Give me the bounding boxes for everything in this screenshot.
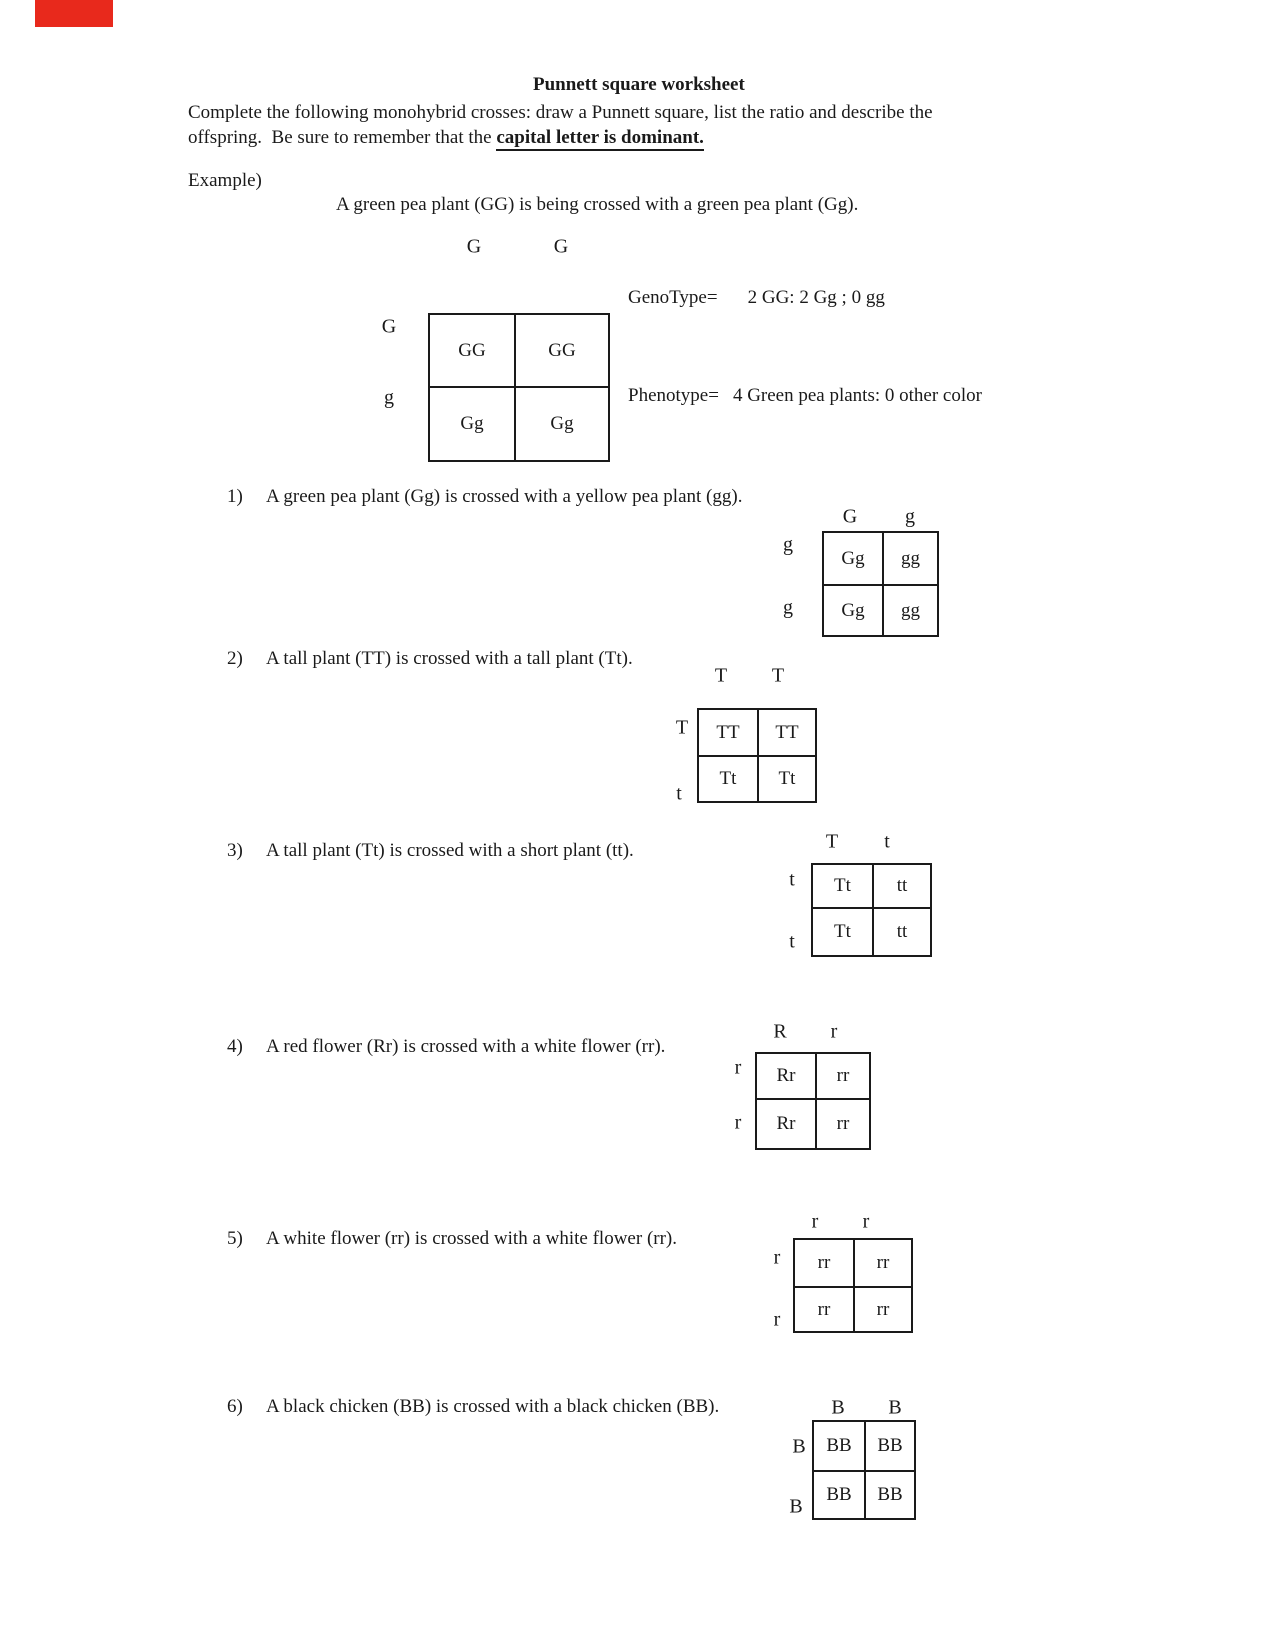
punnett-square-2 (697, 708, 817, 803)
instructions-line-2 (188, 125, 933, 150)
instructions-line-2-emphasis: capital letter is dominant. (496, 127, 704, 151)
punnett-cell: rr (855, 1240, 911, 1288)
problem-text: A tall plant (Tt) is crossed with a short plant (tt). (266, 840, 634, 861)
punnett-square-6 (812, 1420, 916, 1520)
row-label-letter: r (773, 1308, 781, 1331)
punnett-cell: Tt (778, 768, 796, 789)
punnett-cell: Tt (813, 865, 874, 909)
phenotype-value: 4 Green pea plants: 0 other color (732, 385, 982, 406)
row-label-letter: g (783, 596, 793, 619)
punnett-cell: GG (430, 315, 516, 388)
punnett-cell: tt (874, 865, 930, 909)
row-label-letter: t (676, 782, 682, 805)
col-header-letter: B (831, 1396, 845, 1419)
punnett-square-5 (793, 1238, 913, 1333)
problem-6 (227, 1396, 719, 1418)
punnett-cell: BB (877, 1484, 903, 1505)
col-header-letter: r (830, 1020, 838, 1043)
punnett-cell: TT (759, 710, 815, 757)
punnett-cell: Tt (699, 757, 759, 801)
problem-text: A green pea plant (Gg) is crossed with a yellow pea plant (gg). (266, 486, 743, 507)
punnett-cell: rr (817, 1054, 869, 1100)
problem-number: 3) (227, 840, 243, 861)
punnett-cell: Tt (813, 909, 874, 955)
col-header-letter: T (825, 830, 839, 853)
problem-5 (227, 1228, 677, 1250)
instructions-line-2-normal: offspring. Be sure to remember that the (188, 127, 497, 148)
col-header-letter: G (842, 505, 858, 528)
row-label-letter: B (792, 1435, 806, 1458)
genotype-line (628, 287, 885, 309)
instructions-line-1: Complete the following monohybrid crosses: draw a Punnett square, list the ratio and describe the (188, 102, 933, 123)
col-header-letter: R (773, 1020, 787, 1043)
problem-number: 4) (227, 1036, 243, 1057)
punnett-cell: gg (884, 533, 937, 586)
row-label-letter: t (789, 868, 795, 891)
example-sentence: A green pea plant (GG) is being crossed with a green pea plant (Gg). (336, 194, 859, 215)
punnett-cell: GG (516, 315, 608, 388)
row-label-letter: t (789, 930, 795, 953)
problem-4 (227, 1036, 665, 1058)
row-label-letter: B (789, 1495, 803, 1518)
col-header-letter: g (905, 505, 915, 528)
problem-1 (227, 486, 742, 508)
example-label: Example) (188, 170, 262, 191)
punnett-square-3 (811, 863, 932, 957)
col-header-letter: t (884, 830, 890, 853)
problem-text: A tall plant (TT) is crossed with a tall plant (Tt). (266, 648, 633, 669)
punnett-cell: gg (901, 599, 920, 621)
genotype-value: 2 GG: 2 Gg ; 0 gg (747, 287, 885, 308)
problem-text: A white flower (rr) is crossed with a white flower (rr). (266, 1228, 678, 1249)
row-label-letter: r (734, 1056, 742, 1079)
page-title: Punnett square worksheet (533, 74, 745, 95)
col-header-letter: r (862, 1210, 870, 1233)
row-label-letter: r (773, 1246, 781, 1269)
punnett-square-4 (755, 1052, 871, 1150)
punnett-cell: Rr (757, 1054, 817, 1100)
problem-number: 1) (227, 486, 243, 507)
col-header-letter: r (811, 1210, 819, 1233)
punnett-cell: BB (866, 1422, 914, 1472)
col-header-letter: G (553, 235, 569, 258)
row-label-letter: g (384, 386, 394, 409)
red-scan-mark (35, 0, 113, 27)
problem-number: 6) (227, 1396, 243, 1417)
row-label-letter: g (783, 533, 793, 556)
problem-text: A black chicken (BB) is crossed with a black chicken (BB). (266, 1396, 720, 1417)
row-label-letter: G (381, 315, 397, 338)
punnett-square-1 (822, 531, 939, 637)
col-header-letter: T (714, 664, 728, 687)
problem-2 (227, 648, 633, 670)
col-header-letter: G (466, 235, 482, 258)
punnett-cell: rr (836, 1113, 850, 1134)
col-header-letter: T (771, 664, 785, 687)
punnett-cell: Gg (550, 413, 574, 434)
phenotype-line (628, 385, 982, 407)
phenotype-label: Phenotype= (628, 385, 719, 406)
punnett-cell: rr (795, 1288, 855, 1331)
punnett-cell: tt (896, 921, 908, 942)
punnett-square-example (428, 313, 610, 462)
punnett-cell: rr (795, 1240, 855, 1288)
genotype-label: GenoType= (628, 287, 718, 308)
punnett-cell: rr (876, 1298, 890, 1320)
punnett-cell: Gg (430, 388, 516, 460)
col-header-letter: B (888, 1396, 902, 1419)
punnett-cell: Gg (824, 586, 884, 635)
punnett-cell: Rr (757, 1100, 817, 1148)
row-label-letter: r (734, 1111, 742, 1134)
punnett-cell: BB (814, 1472, 866, 1518)
problem-text: A red flower (Rr) is crossed with a white flower (rr). (266, 1036, 666, 1057)
problem-3 (227, 840, 634, 862)
punnett-cell: BB (814, 1422, 866, 1472)
punnett-cell: Gg (824, 533, 884, 586)
row-label-letter: T (675, 716, 689, 739)
problem-number: 2) (227, 648, 243, 669)
punnett-cell: TT (699, 710, 759, 757)
instructions (188, 100, 933, 150)
problem-number: 5) (227, 1228, 243, 1249)
